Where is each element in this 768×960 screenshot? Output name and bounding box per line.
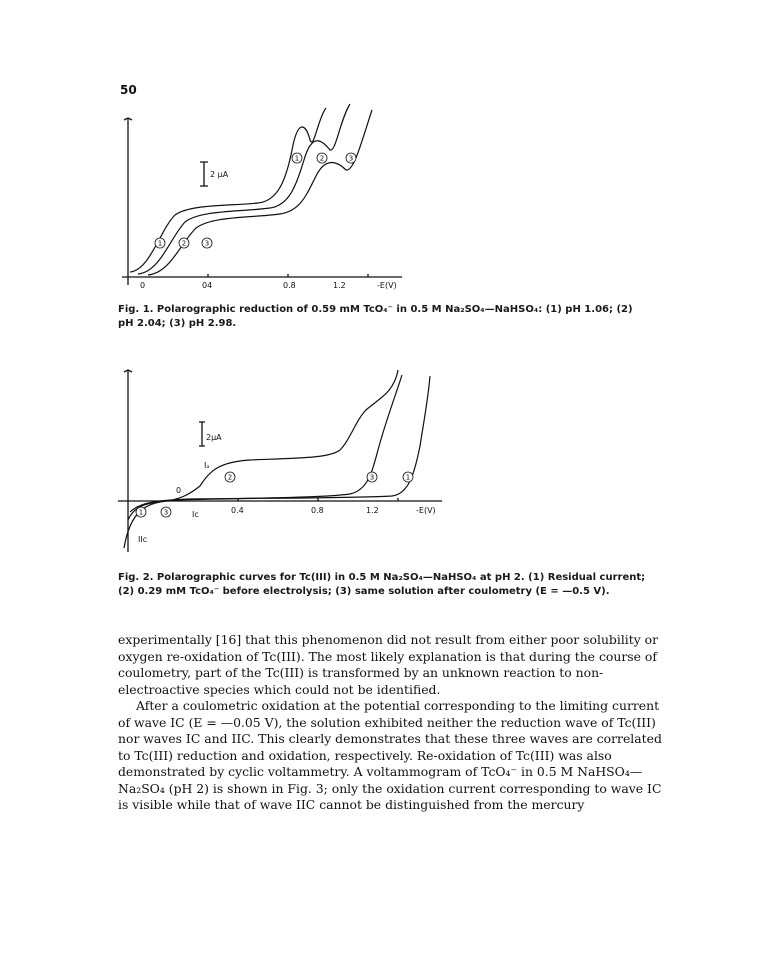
fig2-curve-label-3b <box>161 507 171 517</box>
fig2-curve-label-3 <box>367 472 377 482</box>
fig2-x-axis-label: -E(V) <box>416 506 436 515</box>
fig1-tick-2: 0.8 <box>283 281 296 290</box>
page-number: 50 <box>120 83 137 97</box>
fig1-curve-label-3 <box>346 153 356 163</box>
fig2-wave-origin: 0 <box>176 486 182 495</box>
fig1-tick-1: 04 <box>202 281 213 290</box>
body-text <box>118 632 670 814</box>
fig2-scale-bar <box>199 422 205 446</box>
fig1-curve-label-2 <box>317 153 327 163</box>
fig2-curve-1 <box>130 376 430 512</box>
fig2-wave-ic: Ic <box>192 510 199 519</box>
fig1-curve-label-1b <box>155 238 165 248</box>
fig2-curve-label-1b <box>136 507 146 517</box>
fig1-scale-bar <box>200 162 208 186</box>
svg-text:2: 2 <box>319 154 325 163</box>
figure-2-plot <box>0 364 768 564</box>
fig1-tick-0: 0 <box>140 281 146 290</box>
fig1-curve-2 <box>138 104 350 274</box>
figure-2-caption: Fig. 2. Polarographic curves for Tc(III) in 0.5 M Na₂SO₄—NaHSO₄ at pH 2. (1) Residual current; (2) 0.29 mM TcO₄⁻ before electrolysis; (3) same solution after coulometry (E = —0.5 V). <box>118 572 646 597</box>
fig2-curve-label-2 <box>225 472 235 482</box>
fig1-tick-3: 1.2 <box>333 281 346 290</box>
fig2-curve-label-1 <box>403 472 413 482</box>
fig2-tick-3: 1.2 <box>366 506 379 515</box>
svg-text:3: 3 <box>163 508 169 517</box>
fig2-tick-2: 0.8 <box>311 506 324 515</box>
svg-text:1: 1 <box>294 154 300 163</box>
fig1-curve-label-1 <box>292 153 302 163</box>
svg-text:1: 1 <box>405 473 411 482</box>
fig2-scale-label: 2μA <box>206 433 222 442</box>
fig2-wave-ia: Iₐ <box>204 461 210 470</box>
svg-text:1: 1 <box>157 239 163 248</box>
fig1-scale-label: 2 μA <box>210 170 229 179</box>
svg-text:3: 3 <box>369 473 375 482</box>
svg-text:3: 3 <box>204 239 210 248</box>
svg-text:2: 2 <box>181 239 187 248</box>
fig1-x-axis-label: -E(V) <box>377 281 397 290</box>
fig2-wave-iic: IIc <box>138 535 148 544</box>
body-paragraph-1: experimentally [16] that this phenomenon did not result from either poor solubility or oxygen re-oxidation of Tc(III). The most likely explanation is that during the course of coulometry, part of the Tc(III) is transformed by an unknown reaction to non-electroactive species which could not be identified. <box>118 632 659 697</box>
svg-text:2: 2 <box>227 473 233 482</box>
figure-1-caption: Fig. 1. Polarographic reduction of 0.59 mM TcO₄⁻ in 0.5 M Na₂SO₄—NaHSO₄: (1) pH 1.06; (2) pH 2.04; (3) pH 2.98. <box>118 304 633 329</box>
svg-text:3: 3 <box>348 154 354 163</box>
figure-1-plot <box>0 100 768 300</box>
fig1-curve-label-2b <box>179 238 189 248</box>
body-paragraph-2: After a coulometric oxidation at the potential corresponding to the limiting current of wave IC (E = —0.05 V), the solution exhibited neither the reduction wave of Tc(III) nor waves IC and IIC. This clearly demonstrates that these three waves are correlated to Tc(III) reduction and oxidation, respectively. Re-oxidation of Tc(III) was also demonstrated by cyclic voltammetry. A voltammogram of TcO₄⁻ in 0.5 M NaHSO₄—Na₂SO₄ (pH 2) is shown in Fig. 3; only the oxidation current corresponding to wave IC is visible while that of wave IIC cannot be distinguished from the mercury <box>118 698 662 812</box>
fig2-curve-2 <box>124 370 398 548</box>
fig1-curve-label-3b <box>202 238 212 248</box>
svg-text:1: 1 <box>138 508 144 517</box>
fig2-tick-1: 0.4 <box>231 506 244 515</box>
